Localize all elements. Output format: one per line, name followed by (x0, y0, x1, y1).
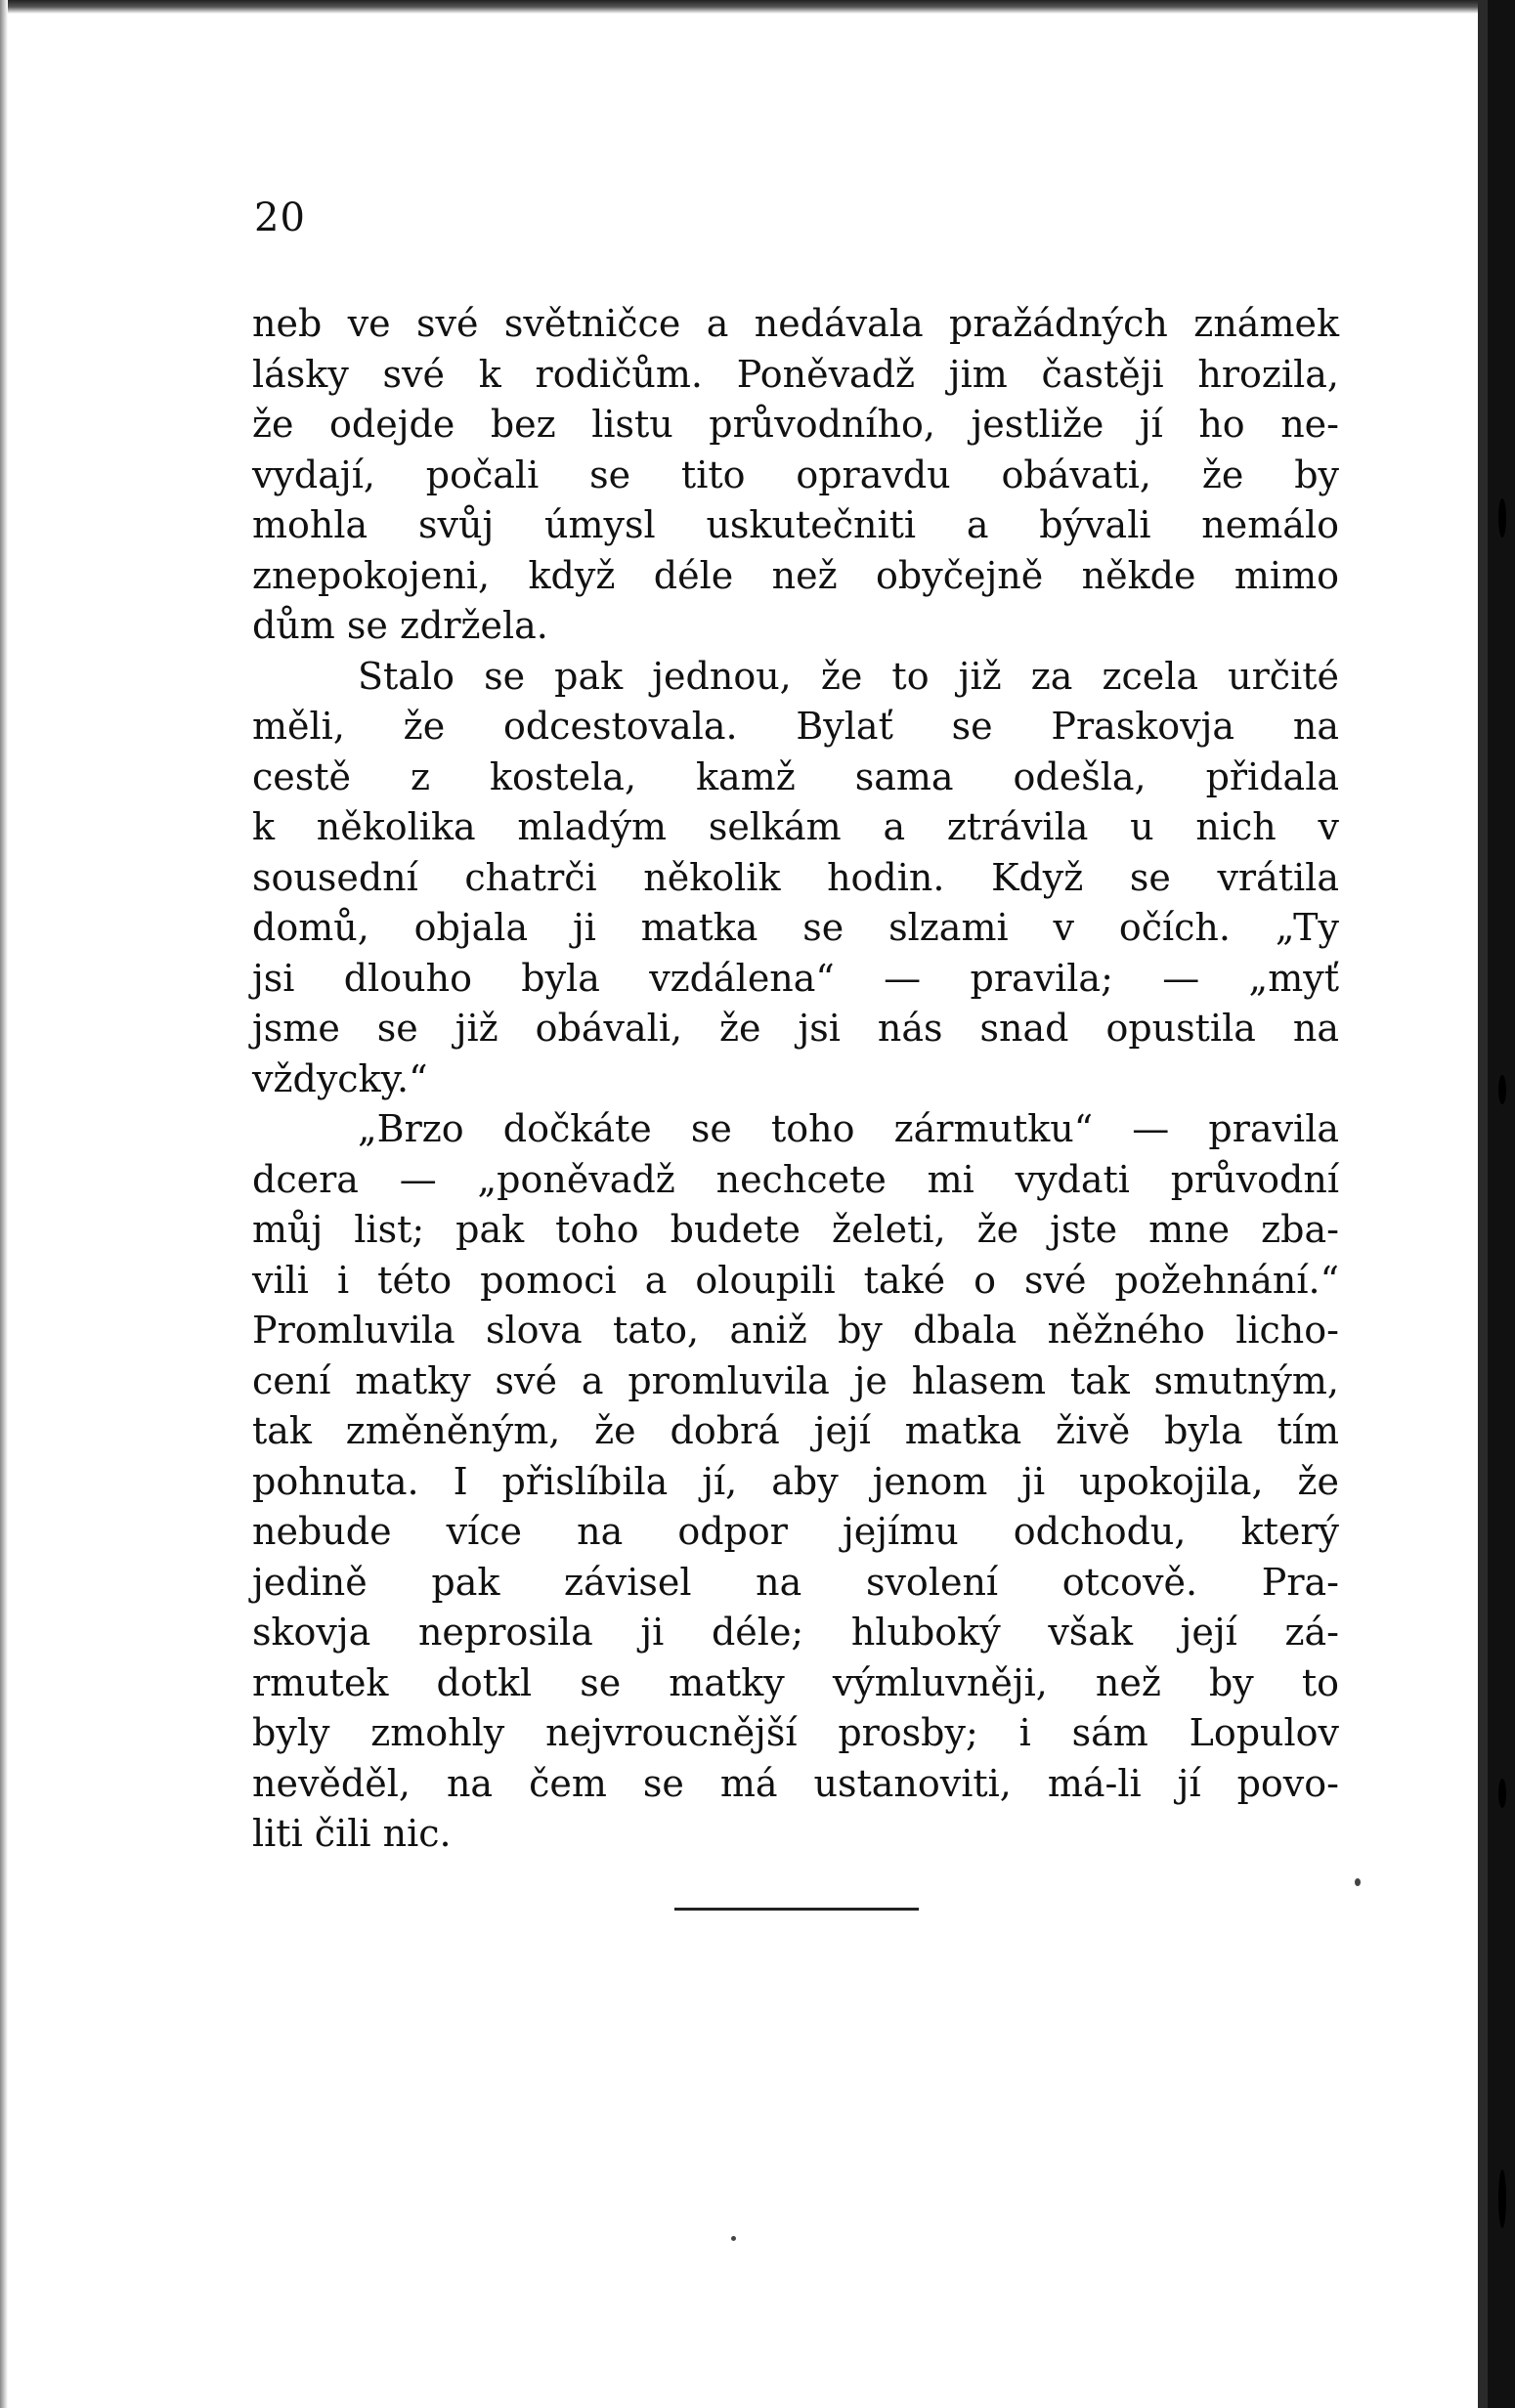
text-line: liti čili nic. (252, 1812, 452, 1855)
text-line: Stalo se pak jednou, že to již za zcela určité (358, 654, 1339, 698)
paragraph (252, 652, 1339, 1105)
text-line: že odejde bez listu průvodního, jestliže jí ho ne- (252, 403, 1339, 446)
scan-speck (1355, 1878, 1361, 1886)
text-line: rmutek dotkl se matky výmluvněji, než by to (252, 1660, 1339, 1704)
text-line: nebude více na odpor jejímu odchodu, který (252, 1510, 1339, 1553)
paragraph (252, 1104, 1339, 1860)
text-line: jsme se již obávali, že jsi nás snad opustila na (252, 1007, 1339, 1050)
text-line: cestě z kostela, kamž sama odešla, přidala (252, 754, 1339, 798)
text-line: jsi dlouho byla vzdálena“ — pravila; — „myť (252, 956, 1339, 1000)
scan-left-edge (0, 0, 8, 2408)
scan-speck (1498, 1075, 1506, 1104)
paragraph (252, 299, 1339, 652)
text-line: dům se zdržela. (252, 604, 548, 647)
page-number: 20 (254, 195, 306, 240)
text-line: sousední chatrči několik hodin. Když se vrátila (252, 855, 1339, 899)
text-line: nevěděl, na čem se má ustanoviti, má-li jí povo- (252, 1761, 1339, 1805)
scan-speck (1498, 1779, 1506, 1808)
text-line: tak změněným, že dobrá její matka živě byla tím (252, 1409, 1339, 1452)
text-line: měli, že odcestovala. Bylať se Praskovja na (252, 705, 1339, 748)
text-line: skovja neprosila ji déle; hluboký však její zá- (252, 1611, 1339, 1654)
text-line: Promluvila slova tato, aniž by dbala něžného licho- (252, 1309, 1339, 1352)
text-line: mohla svůj úmysl uskutečniti a bývali nemálo (252, 503, 1339, 546)
text-line: byly zmohly nejvroucnější prosby; i sám Lopulov (252, 1711, 1339, 1754)
text-line: jedině pak závisel na svolení otcově. Pra- (252, 1560, 1339, 1604)
text-line: lásky své k rodičům. Poněvadž jim častěji hrozila, (252, 352, 1339, 396)
scan-speck (731, 2236, 736, 2241)
text-line: k několika mladým selkám a ztrávila u nich v (252, 805, 1339, 848)
end-rule (674, 1908, 919, 1911)
text-line: dcera — „poněvadž nechcete mi vydati průvodní (252, 1157, 1339, 1201)
scan-right-shadow (1478, 0, 1488, 2408)
text-line: „Brzo dočkáte se toho zármutku“ — pravila (358, 1107, 1339, 1150)
text-line: vždycky.“ (252, 1056, 428, 1100)
text-line: pohnuta. I přislíbila jí, aby jenom ji upokojila, že (252, 1459, 1339, 1503)
text-line: znepokojeni, když déle než obyčejně někde mimo (252, 553, 1339, 597)
text-line: domů, objala ji matka se slzami v očích. „Ty (252, 906, 1339, 949)
text-line: můj list; pak toho budete želeti, že jste mne zba- (252, 1208, 1339, 1251)
text-line: neb ve své světničce a nedávala pražádných známek (252, 302, 1339, 345)
text-line: vili i této pomoci a oloupili také o své požehnání.“ (252, 1258, 1339, 1302)
scan-top-edge (0, 0, 1515, 14)
text-line: cení matky své a promluvila je hlasem tak smutným, (252, 1358, 1339, 1402)
body-text (252, 299, 1339, 1860)
scan-speck (1498, 2170, 1506, 2228)
scan-speck (1498, 498, 1506, 538)
text-line: vydají, počali se tito opravdu obávati, že by (252, 452, 1339, 496)
